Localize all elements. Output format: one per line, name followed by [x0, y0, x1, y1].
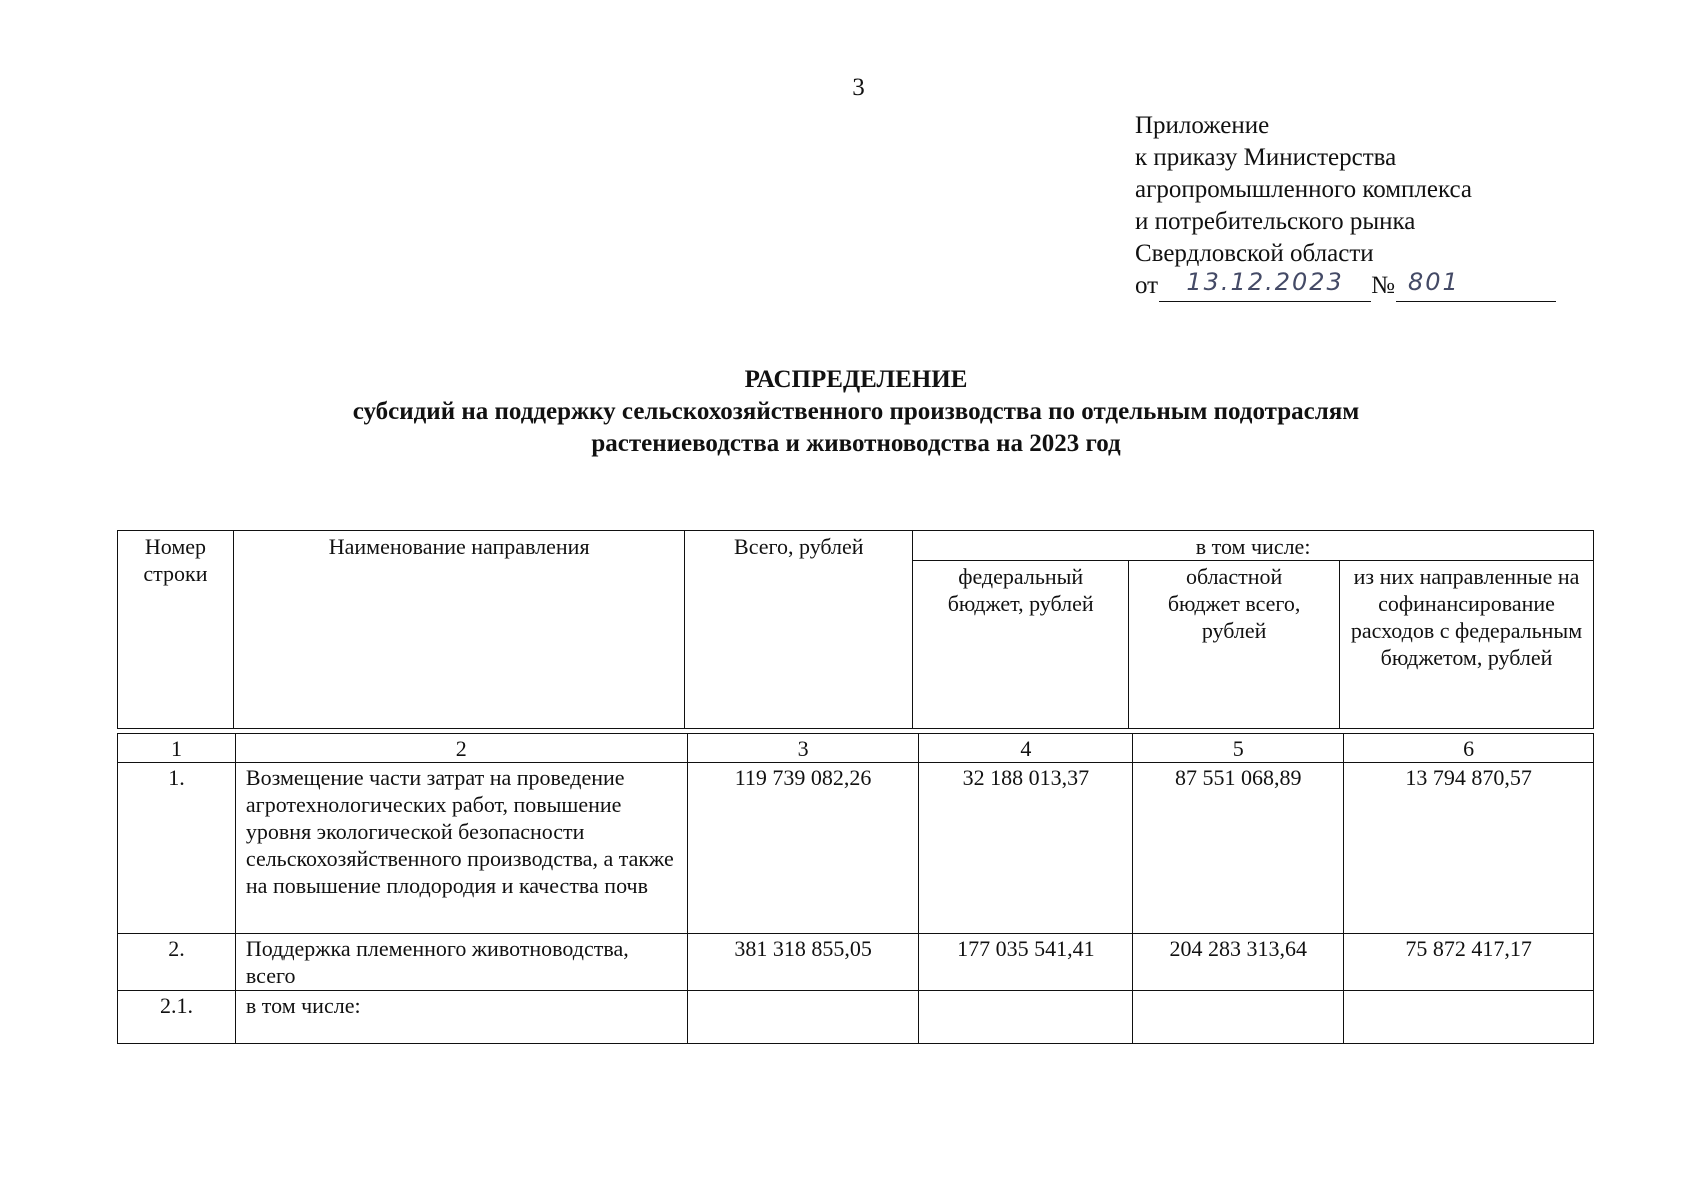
title-subtitle-2: растениеводства и животноводства на 2023 год: [591, 430, 1121, 457]
row-federal: [919, 991, 1133, 1044]
header-direction-name: Наименование направления: [233, 531, 685, 729]
column-number: 6: [1344, 734, 1594, 763]
column-number: 3: [687, 734, 919, 763]
appendix-line: агропромышленного комплекса: [1135, 176, 1473, 203]
table-body: [117, 733, 1594, 1044]
row-regional: 87 551 068,89: [1133, 763, 1344, 934]
header-including: в том числе:: [913, 531, 1594, 561]
row-number: 1.: [118, 763, 236, 934]
row-number: 2.: [118, 934, 236, 991]
row-federal: 177 035 541,41: [919, 934, 1133, 991]
appendix-line: и потребительского рынка: [1135, 208, 1416, 235]
table-row: [118, 934, 1594, 991]
title-subtitle-1: субсидий на поддержку сельскохозяйственного производства по отдельным подотраслям: [352, 398, 1360, 425]
number-prefix: №: [1371, 272, 1395, 299]
header-cofinancing: из них направленные на софинансирование расходов с федеральным бюджетом, рублей: [1340, 561, 1594, 729]
row-regional: [1133, 991, 1344, 1044]
row-federal: 32 188 013,37: [919, 763, 1133, 934]
row-total: [687, 991, 919, 1044]
column-number: 2: [235, 734, 687, 763]
column-number-row: [118, 734, 1594, 763]
row-name: Поддержка племенного животноводства, всего: [235, 934, 687, 991]
handwritten-number: 801: [1407, 268, 1460, 296]
handwritten-date: 13.12.2023: [1186, 268, 1344, 296]
table-row: [118, 991, 1594, 1044]
table-header: [117, 530, 1594, 729]
row-name: в том числе:: [235, 991, 687, 1044]
page-number: 3: [852, 74, 865, 101]
appendix-block: [1135, 110, 1565, 302]
header-regional: областной бюджет всего, рублей: [1129, 561, 1340, 729]
row-name: Возмещение части затрат на проведение агротехнологических работ, повышение уровня экологической безопасности сельскохозяйственного производства, а также на повышение плодородия и качества почв: [235, 763, 687, 934]
appendix-line: Свердловской области: [1135, 240, 1374, 267]
row-cofinancing: 75 872 417,17: [1344, 934, 1594, 991]
row-total: 119 739 082,26: [687, 763, 919, 934]
row-number: 2.1.: [118, 991, 236, 1044]
appendix-line: Приложение: [1135, 112, 1270, 139]
date-blank: [1159, 268, 1371, 302]
header-federal: федеральный бюджет, рублей: [913, 561, 1129, 729]
row-cofinancing: [1344, 991, 1594, 1044]
appendix-line: к приказу Министерства: [1135, 144, 1397, 171]
document-title: [0, 364, 1697, 460]
column-number: 5: [1133, 734, 1344, 763]
order-date-number-row: [1135, 270, 1565, 302]
row-cofinancing: 13 794 870,57: [1344, 763, 1594, 934]
number-blank: [1396, 268, 1556, 302]
row-total: 381 318 855,05: [687, 934, 919, 991]
column-number: 1: [118, 734, 236, 763]
date-prefix: от: [1135, 272, 1159, 299]
row-regional: 204 283 313,64: [1133, 934, 1344, 991]
column-number: 4: [919, 734, 1133, 763]
header-total: Всего, рублей: [685, 531, 913, 729]
header-row-number: Номер строки: [118, 531, 234, 729]
title-heading: РАСПРЕДЕЛЕНИЕ: [744, 366, 968, 393]
table-row: [118, 763, 1594, 934]
